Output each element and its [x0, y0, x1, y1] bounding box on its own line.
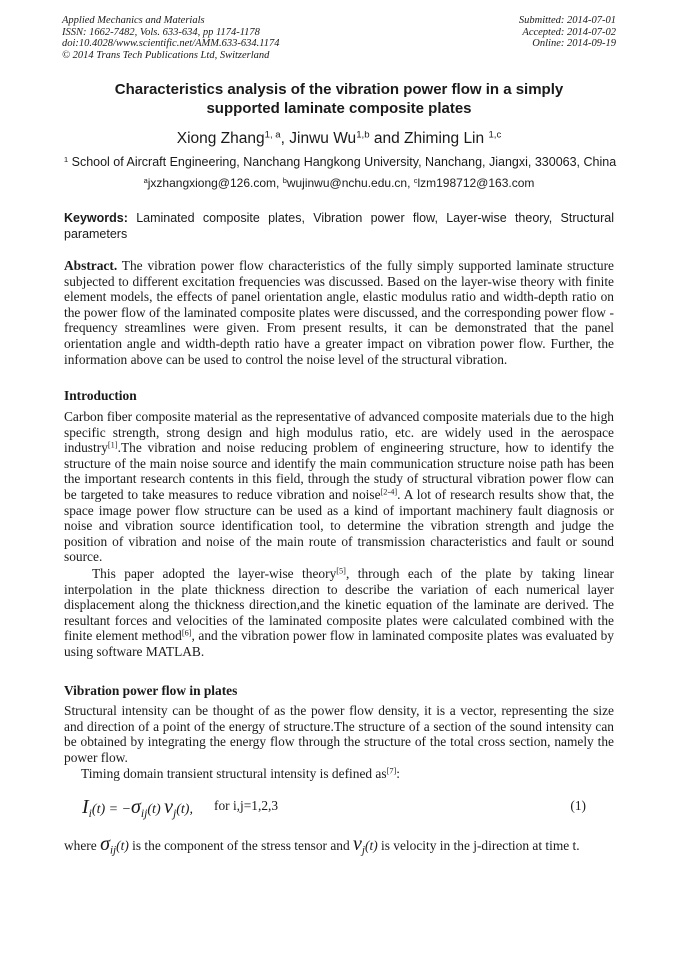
intro-p2-text-c: , and the vibration power flow in laminated composite plates was evaluated by using software MATLAB. — [64, 628, 614, 659]
where-text-3: is velocity in the j-direction at time t. — [377, 838, 580, 853]
where-sigma-symbol: σ — [100, 833, 110, 855]
author-3: and Zhiming Lin — [369, 130, 489, 147]
where-j-subscript: j — [361, 844, 366, 857]
intro-p1-text-a: Carbon fiber composite material as the representative of advanced composite materials due to the high specific strength, strong design and high modulus ratio, etc. are widely used in the aerospace industry — [64, 409, 614, 456]
affiliation-number: 1 — [63, 154, 69, 164]
issn-line: ISSN: 1662-7482, Vols. 633-634, pp 1174-1178 — [62, 26, 260, 38]
intro-p2-text-a: This paper adopted the layer-wise theory — [92, 566, 337, 581]
s2-p2-colon: : — [396, 766, 401, 781]
author-1-affil: 1, a — [264, 129, 281, 141]
abstract — [64, 258, 614, 367]
affiliation-text: School of Aircraft Engineering, Nanchang Hangkong University, Nanchang, Jiangxi, 330063, China — [68, 155, 617, 169]
email-b-sup: b — [282, 175, 287, 185]
author-emails — [0, 176, 678, 190]
email-a-sup: a — [143, 175, 148, 185]
eq-velocity-symbol: v — [164, 796, 173, 818]
introduction-paragraph-2 — [64, 566, 614, 660]
keywords-text: Laminated composite plates, Vibration power flow, Layer-wise theory, Structural parameters — [64, 211, 614, 241]
paper-title — [40, 80, 638, 118]
equation-1 — [64, 796, 614, 820]
journal-header-left — [62, 15, 279, 61]
intro-p1-text-c: . A lot of research results show that, the space image power flow structure can be used as a kind of important machinery fault diagnosis or noise and vibration source identification tool, to determine the vibration strength and judge the position of vibration and noise of the main route of transmission characteristics and fault or sound source. — [64, 486, 614, 565]
section-power-flow-paragraph-2 — [64, 766, 614, 782]
citation-1: [1] — [107, 440, 118, 450]
citation-6: [6] — [181, 628, 192, 638]
eq-intensity-symbol: I — [82, 796, 89, 818]
keywords — [64, 211, 614, 242]
journal-header-right — [519, 15, 616, 50]
introduction-heading: Introduction — [64, 388, 137, 403]
equation-number: (1) — [570, 798, 586, 813]
intro-p1-text-b: .The vibration and noise reducing problem of engineering structure, how to identify the structure of the main noise source and identify the main communication structure noise path has been the important research contents in this field, through the study of structural vibration power flow can be targeted to take measures to reduce vibration and noise — [64, 440, 614, 502]
keywords-label: Keywords: — [64, 211, 128, 225]
author-2: , Jinwu Wu — [280, 130, 357, 147]
citation-5: [5] — [336, 566, 346, 576]
eq-mid-arg: (t) — [147, 802, 165, 817]
equation-expression — [82, 796, 193, 820]
journal-name: Applied Mechanics and Materials — [62, 15, 205, 26]
copyright-line: © 2014 Trans Tech Publications Ltd, Switzerland — [62, 49, 270, 61]
author-3-affil: 1,c — [488, 129, 502, 141]
where-text-2: is the component of the stress tensor and — [128, 838, 354, 853]
author-2-affil: 1,b — [356, 129, 370, 141]
where-ij-subscript: ij — [109, 844, 117, 857]
equation-definitions — [64, 833, 624, 857]
section-power-flow-paragraph-1: Structural intensity can be thought of as the power flow density, it is a vector, representing the size and direction of a point of the energy of structure.The structure of a section of the sound intensity can be obtained by integrating the energy flow through the structure of the total cross section, namely the power flow. — [64, 703, 614, 765]
section-power-flow-heading: Vibration power flow in plates — [64, 683, 238, 698]
eq-lhs-arg: (t) = − — [91, 802, 132, 817]
email-b: wujinwu@nchu.edu.cn, — [286, 176, 414, 190]
eq-j-subscript: j — [173, 806, 177, 820]
citation-2-4: [2-4] — [380, 487, 398, 497]
intro-p2-text-b: , through each of the plate by taking linear interpolation in the plate thickness direction to describe the variation of each numerical layer displacement along the thickness direction,and the kinetic equation of the laminate are derived. The resultant forces and velocities of the laminated composite plates were calculated combined with the finite element method — [64, 566, 614, 644]
abstract-label: Abstract. — [64, 258, 118, 273]
s2-p2-text: Timing domain transient structural intensity is defined as — [81, 766, 387, 781]
email-c-sup: c — [413, 175, 418, 185]
eq-i-subscript: i — [88, 806, 92, 820]
where-velocity-symbol: v — [353, 833, 362, 855]
eq-ij-subscript: ij — [140, 806, 148, 820]
online-date: Online: 2014-09-19 — [532, 38, 616, 49]
introduction-paragraph-1 — [64, 409, 614, 565]
author-1: Xiong Zhang — [176, 130, 265, 147]
eq-rhs-arg: (t), — [176, 802, 193, 817]
where-t-arg-2: (t) — [365, 838, 378, 853]
email-a: jxzhangxiong@126.com, — [147, 176, 283, 190]
author-list — [0, 130, 678, 148]
equation-condition: for i,j=1,2,3 — [214, 798, 279, 813]
where-text-1: where — [64, 838, 101, 853]
doi-line: doi:10.4028/www.scientific.net/AMM.633-634.1174 — [62, 38, 280, 49]
title-line-1: Characteristics analysis of the vibration power flow in a simply — [114, 81, 564, 98]
where-t-arg-1: (t) — [116, 838, 129, 853]
abstract-text: The vibration power flow characteristics of the fully simply supported laminate structure subjected to different excitation frequencies was discussed. Based on the layer-wise theory with finite element models, the effects of panel orientation angle, elastic modulus ratio and width-depth ratio on the power flow of the laminated composite plates were discussed, and the corresponding power flow - frequency streamlines were given. From present results, it can be demonstrated that the panel orientation angle and width-depth ratio have a greater impact on vibration power flow. Further, the information above can be used to control the noise level of the structural vibration. — [64, 258, 614, 367]
submitted-date: Submitted: 2014-07-01 — [518, 15, 616, 26]
title-line-2: supported laminate composite plates — [206, 100, 472, 117]
citation-7: [7] — [386, 766, 397, 776]
accepted-date: Accepted: 2014-07-02 — [522, 26, 616, 38]
email-c: lzm198712@163.com — [417, 176, 535, 190]
affiliation — [60, 155, 620, 169]
eq-sigma-symbol: σ — [131, 796, 141, 818]
